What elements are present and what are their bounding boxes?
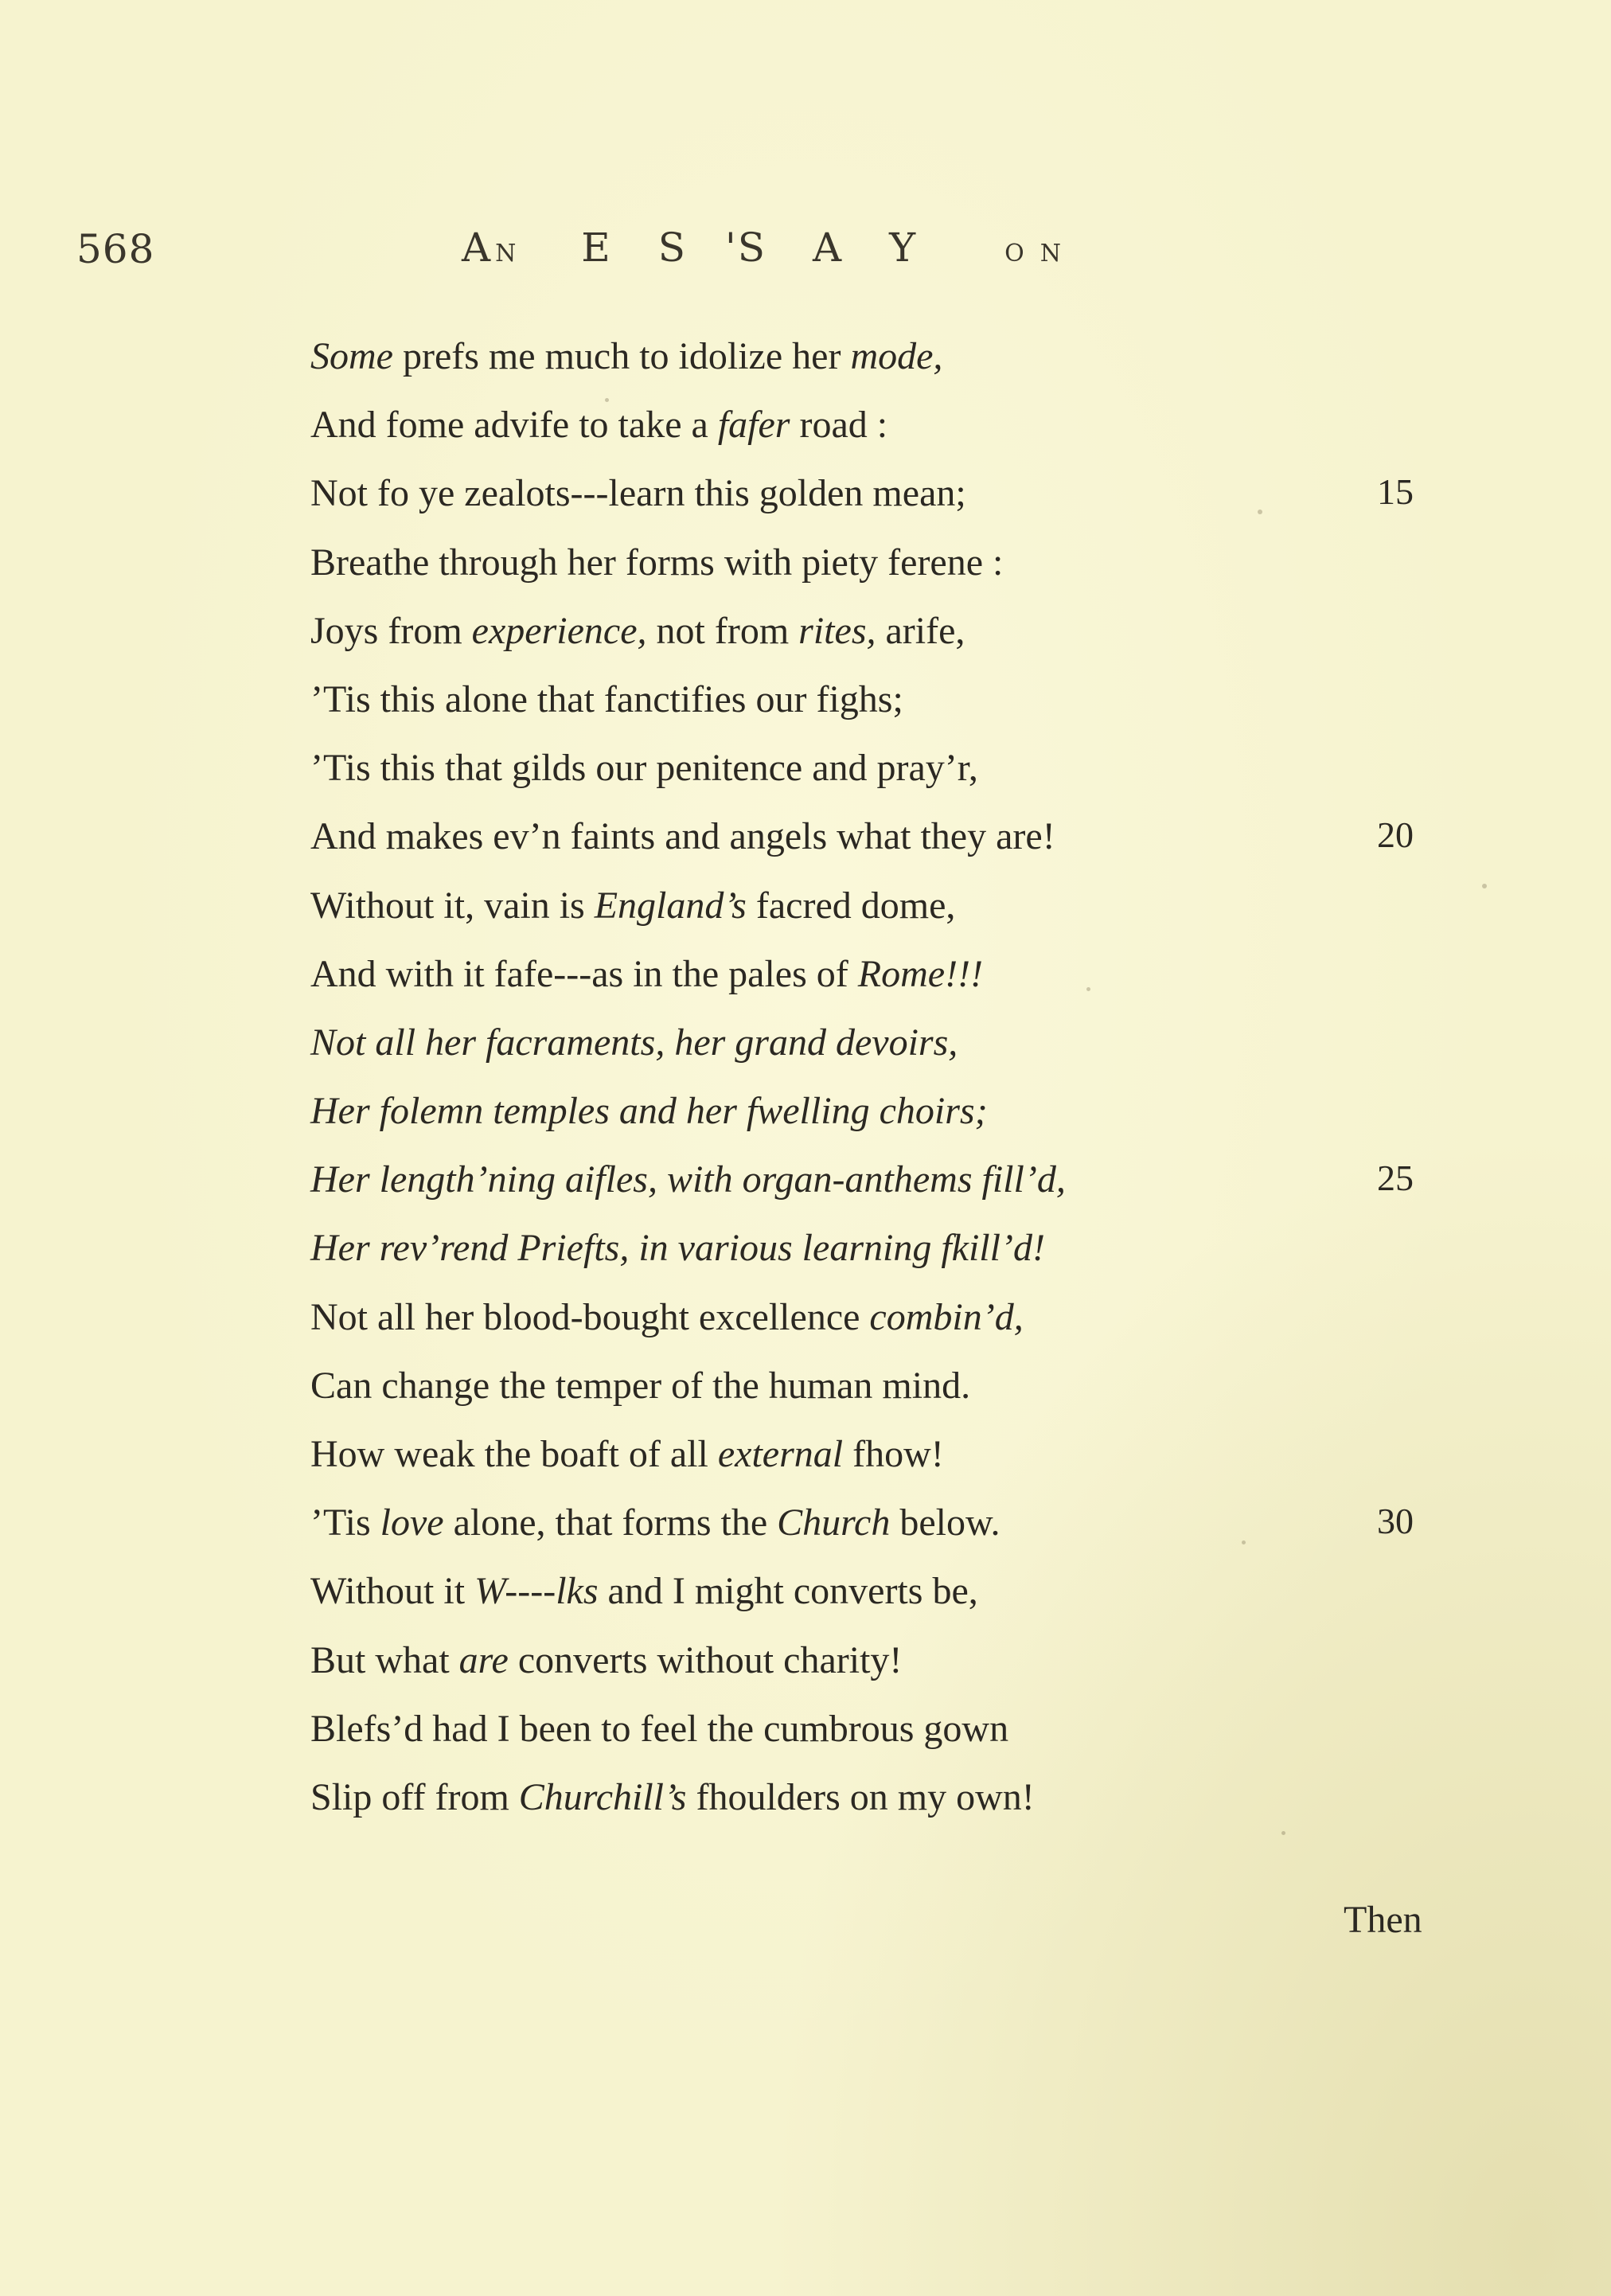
page-number: 568	[76, 226, 155, 272]
catchword: Then	[1344, 1899, 1422, 1941]
roman-text: Without it, vain is	[310, 884, 595, 927]
poem-line	[310, 1420, 1465, 1489]
paper-speck	[1258, 510, 1262, 514]
italic-text: experience,	[471, 609, 647, 652]
roman-text: fhoulders on my own!	[686, 1775, 1035, 1818]
poem-line	[310, 1146, 1465, 1214]
running-head-letter: A	[462, 225, 493, 271]
running-head-letter: A	[813, 225, 844, 271]
roman-text: facred dome,	[746, 884, 956, 927]
running-head-letter: S	[657, 225, 688, 271]
poem-line	[310, 940, 1465, 1009]
poem-line	[310, 1695, 1465, 1763]
italic-text: combin’d,	[869, 1295, 1024, 1338]
italic-text: Her rev’rend Priefts, in various learning fkill’d!	[310, 1227, 1045, 1270]
poem-line	[310, 802, 1465, 871]
italic-text: Churchill’s	[518, 1775, 687, 1818]
roman-text: ’Tis this alone that fanctifies our fighs;	[310, 677, 903, 720]
roman-text: fhow!	[843, 1433, 944, 1475]
roman-text: not from	[646, 609, 799, 652]
line-number: 20	[1377, 814, 1414, 856]
roman-text: Slip off from	[310, 1775, 519, 1818]
roman-text: And makes ev’n faints and angels what they are!	[310, 815, 1055, 858]
poem-line	[310, 666, 1465, 734]
poem-line	[310, 597, 1465, 666]
poem-line	[310, 529, 1465, 597]
italic-text: W----lks	[474, 1570, 599, 1613]
italic-text: Her folemn temples and her fwelling choirs;	[310, 1090, 988, 1133]
italic-text: Church	[777, 1501, 891, 1544]
roman-text: and I might converts be,	[598, 1570, 978, 1613]
poem-line	[310, 1214, 1465, 1283]
italic-text: love	[380, 1501, 444, 1544]
poem-line	[310, 1077, 1465, 1146]
roman-text: But what	[310, 1638, 459, 1681]
roman-text: Joys from	[310, 609, 472, 652]
poem-line	[310, 1489, 1465, 1557]
line-number: 15	[1377, 471, 1414, 513]
roman-text: arife,	[876, 609, 965, 652]
italic-text: external	[717, 1433, 844, 1475]
poem-line	[310, 1009, 1465, 1077]
paper-speck	[1086, 987, 1090, 991]
italic-text: Rome!!!	[857, 952, 984, 995]
running-head-letter: N	[1040, 240, 1063, 267]
poem-line	[310, 1763, 1465, 1832]
italic-text: fafer	[717, 404, 790, 447]
roman-text: prefs me much to idolize her	[392, 335, 851, 377]
poem-text	[310, 322, 1465, 1832]
line-number: 25	[1377, 1158, 1414, 1199]
roman-text: Blefs’d had I been to feel the cumbrous gown	[310, 1707, 1009, 1750]
poem-line	[310, 1352, 1465, 1420]
roman-text: alone, that forms the	[443, 1501, 778, 1544]
paper-speck	[1242, 1540, 1246, 1544]
roman-text: Breathe through her forms with piety ferene :	[310, 541, 1004, 584]
poem-line	[310, 1626, 1465, 1695]
italic-text: Some	[310, 335, 393, 377]
italic-text: Her length’ning aifles, with organ-anthems fill’d,	[310, 1158, 1066, 1201]
running-head	[462, 225, 1258, 271]
roman-text: And with it fafe---as in the pales of	[310, 952, 858, 995]
poem-line	[310, 459, 1465, 528]
paper-speck	[605, 398, 609, 402]
italic-text: England’s	[594, 884, 747, 927]
roman-text: converts without charity!	[508, 1638, 903, 1681]
poem-line	[310, 1283, 1465, 1352]
poem-line	[310, 872, 1465, 940]
italic-text: rites,	[798, 609, 876, 652]
italic-text: Not all her facraments, her grand devoirs,	[310, 1021, 958, 1064]
running-head-letter: O	[1004, 240, 1026, 267]
roman-text: Without it	[310, 1570, 475, 1613]
running-head-letter: E	[567, 225, 612, 271]
roman-text: Can change the temper of the human mind.	[310, 1364, 971, 1407]
roman-text: And fome advife to take a	[310, 404, 718, 447]
running-head-letter: Y	[889, 225, 918, 271]
poem-line	[310, 322, 1465, 391]
paper-speck	[1482, 884, 1487, 888]
running-head-letter: N	[495, 240, 518, 267]
italic-text: are	[458, 1638, 509, 1681]
roman-text: Not all her blood-bought excellence	[310, 1295, 870, 1338]
poem-line	[310, 391, 1465, 459]
italic-text: mode,	[850, 335, 943, 377]
poem-line	[310, 734, 1465, 802]
roman-text: ’Tis this that gilds our penitence and pray’r,	[310, 747, 978, 790]
roman-text: road :	[790, 404, 888, 447]
line-number: 30	[1377, 1501, 1414, 1542]
roman-text: How weak the boaft of all	[310, 1433, 718, 1475]
roman-text: ’Tis	[310, 1501, 380, 1544]
roman-text: below.	[890, 1501, 1001, 1544]
paper-speck	[1281, 1831, 1285, 1835]
poem-line	[310, 1557, 1465, 1626]
roman-text: Not fo ye zealots---learn this golden mean;	[310, 472, 966, 515]
running-head-letter: 'S	[725, 225, 767, 271]
